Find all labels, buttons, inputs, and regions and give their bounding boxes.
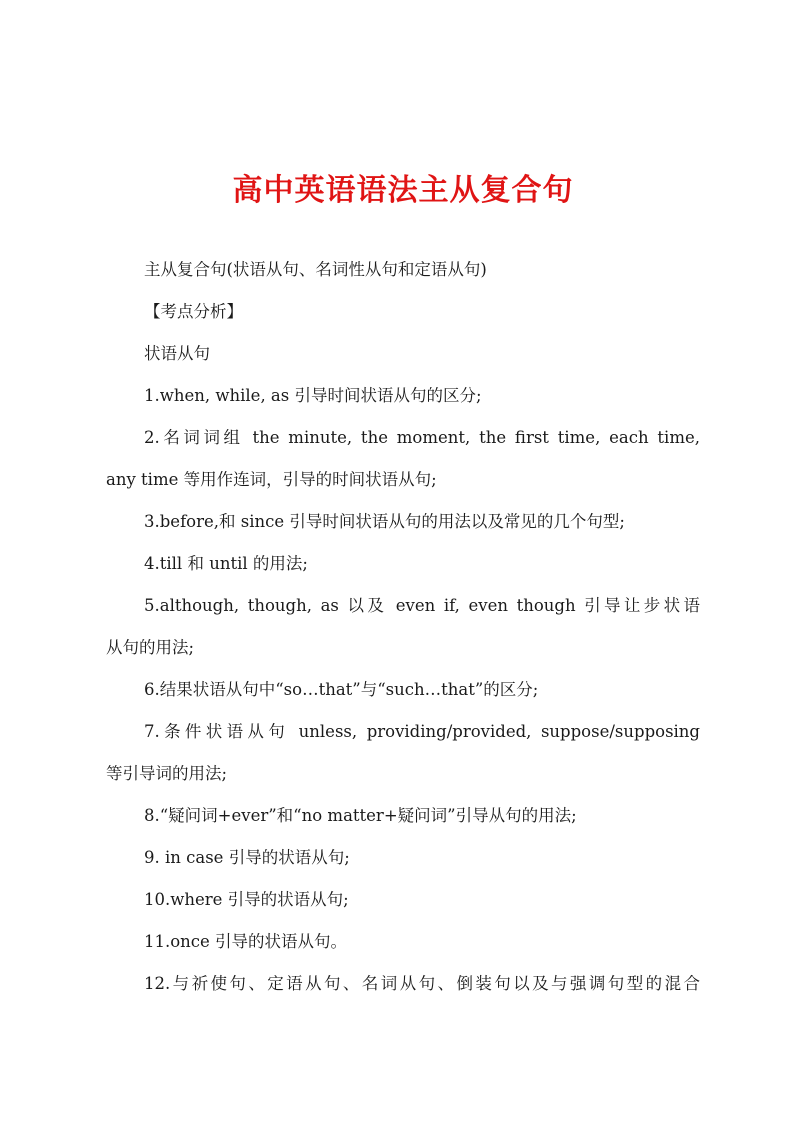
- list-item-8: 8.“疑问词+ever”和“no matter+疑问词”引导从句的用法;: [144, 806, 577, 825]
- section-heading: 【考点分析】: [144, 302, 243, 321]
- list-item-5: 5.although, though, as 以及 even if, even though 引导让步状语: [144, 596, 700, 615]
- list-item-5-continued: 从句的用法;: [106, 638, 195, 657]
- list-item-11: 11.once 引导的状语从句。: [144, 932, 348, 951]
- list-item-10: 10.where 引导的状语从句;: [144, 890, 349, 909]
- list-item-7: 7.条件状语从句 unless, providing/provided, suppose/supposing: [144, 722, 700, 741]
- list-item-2-continued: any time 等用作连词，引导的时间状语从句;: [106, 470, 437, 489]
- list-item-12: 12.与祈使句、定语从句、名词从句、倒装句以及与强调句型的混合: [144, 974, 700, 993]
- list-item-7-continued: 等引导词的用法;: [106, 764, 228, 783]
- list-item-2: 2.名词词组 the minute, the moment, the first time, each time,: [144, 428, 700, 447]
- list-item-1: 1.when, while, as 引导时间状语从句的区分;: [144, 386, 482, 405]
- document-title: 高中英语语法主从复合句: [232, 173, 574, 208]
- subheading: 状语从句: [144, 344, 210, 363]
- list-item-4: 4.till 和 until 的用法;: [144, 554, 308, 573]
- list-item-6: 6.结果状语从句中“so…that”与“such…that”的区分;: [144, 680, 539, 699]
- list-item-3: 3.before,和 since 引导时间状语从句的用法以及常见的几个句型;: [144, 512, 625, 531]
- list-item-9: 9. in case 引导的状语从句;: [144, 848, 350, 867]
- intro-text: 主从复合句(状语从句、名词性从句和定语从句): [144, 260, 487, 279]
